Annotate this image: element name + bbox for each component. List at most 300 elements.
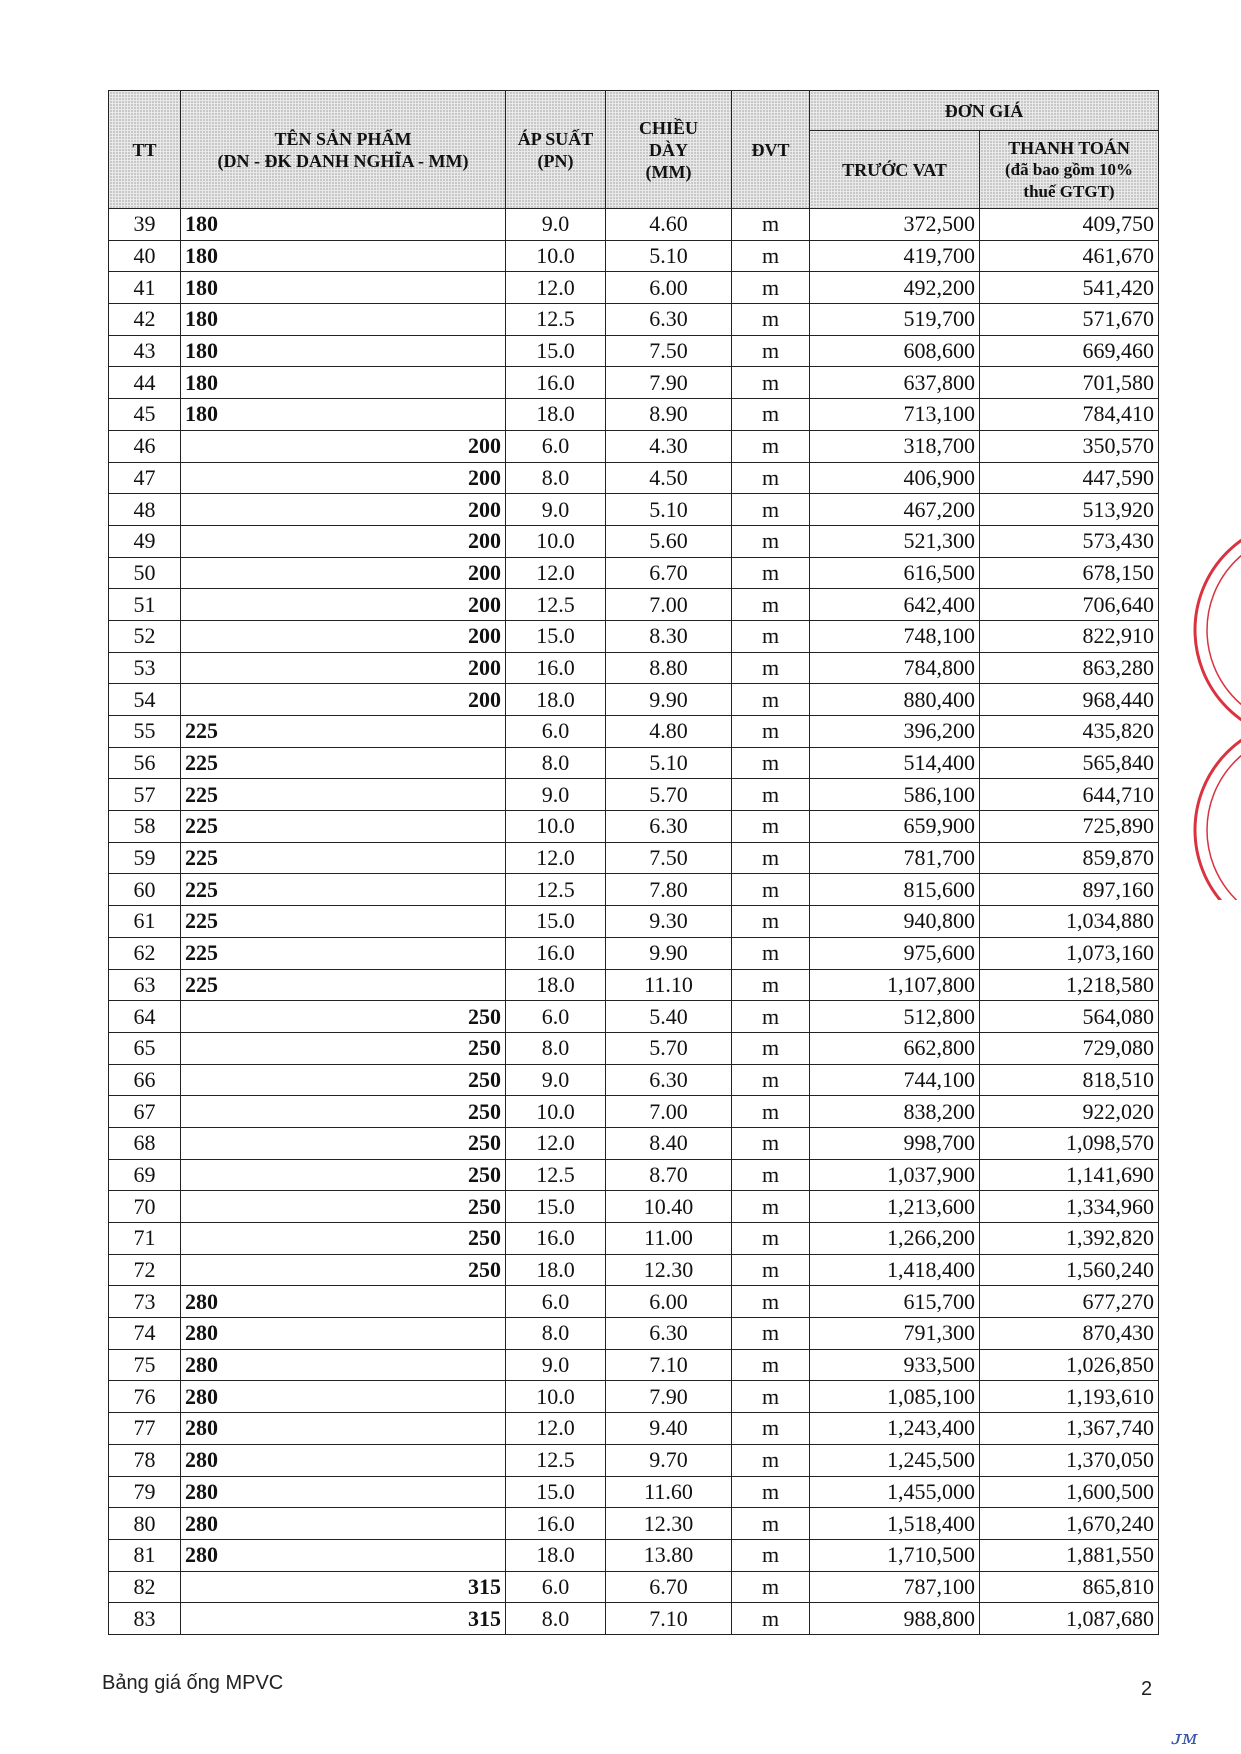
table-row [109,1159,1159,1191]
cell-pressure: 9.0 [506,1064,606,1096]
cell-pressure: 18.0 [506,1254,606,1286]
cell-unit: m [732,684,810,716]
header-payment-line2: (đã bao gồm 10% [1005,159,1133,179]
cell-product-name: 280 [181,1476,506,1508]
cell-price-payment: 678,150 [980,557,1159,589]
cell-pressure: 6.0 [506,1571,606,1603]
cell-pressure: 10.0 [506,240,606,272]
cell-price-payment: 1,087,680 [980,1603,1159,1635]
cell-price-payment: 1,073,160 [980,937,1159,969]
cell-thickness: 7.50 [606,842,732,874]
table-row [109,335,1159,367]
cell-thickness: 7.90 [606,367,732,399]
cell-unit: m [732,335,810,367]
cell-thickness: 5.60 [606,525,732,557]
cell-price-before-vat: 637,800 [810,367,980,399]
cell-tt: 70 [109,1191,181,1223]
cell-price-payment: 564,080 [980,1001,1159,1033]
cell-pressure: 12.5 [506,304,606,336]
footer-document-title: Bảng giá ống MPVC [102,1672,284,1694]
header-pressure-line1: ÁP SUẤT [517,128,594,149]
cell-unit: m [732,1444,810,1476]
cell-tt: 44 [109,367,181,399]
cell-price-before-vat: 512,800 [810,1001,980,1033]
cell-tt: 72 [109,1254,181,1286]
header-payment-line3: thuế GTGT) [1023,181,1115,201]
cell-price-payment: 1,600,500 [980,1476,1159,1508]
cell-product-name: 250 [181,1032,506,1064]
table-row [109,1603,1159,1635]
cell-price-payment: 541,420 [980,272,1159,304]
cell-tt: 52 [109,620,181,652]
cell-product-name: 200 [181,557,506,589]
table-row [109,304,1159,336]
cell-tt: 83 [109,1603,181,1635]
cell-thickness: 9.30 [606,906,732,938]
cell-unit: m [732,462,810,494]
cell-pressure: 8.0 [506,1318,606,1350]
cell-price-before-vat: 519,700 [810,304,980,336]
table-row [109,1223,1159,1255]
cell-tt: 57 [109,779,181,811]
cell-thickness: 7.10 [606,1349,732,1381]
cell-price-before-vat: 940,800 [810,906,980,938]
cell-unit: m [732,1571,810,1603]
header-thickness-line3: (MM) [645,161,692,182]
cell-price-payment: 1,881,550 [980,1539,1159,1571]
cell-thickness: 12.30 [606,1508,732,1540]
cell-price-before-vat: 975,600 [810,937,980,969]
cell-unit: m [732,430,810,462]
cell-thickness: 8.90 [606,399,732,431]
cell-thickness: 9.90 [606,937,732,969]
cell-price-before-vat: 787,100 [810,1571,980,1603]
table-row [109,240,1159,272]
cell-product-name: 200 [181,462,506,494]
cell-unit: m [732,367,810,399]
cell-pressure: 9.0 [506,779,606,811]
cell-product-name: 250 [181,1159,506,1191]
cell-price-before-vat: 784,800 [810,652,980,684]
cell-product-name: 180 [181,367,506,399]
cell-unit: m [732,652,810,684]
cell-price-payment: 1,560,240 [980,1254,1159,1286]
cell-pressure: 12.0 [506,1413,606,1445]
cell-thickness: 4.30 [606,430,732,462]
cell-unit: m [732,525,810,557]
cell-price-before-vat: 1,085,100 [810,1381,980,1413]
cell-tt: 82 [109,1571,181,1603]
cell-product-name: 200 [181,494,506,526]
cell-product-name: 200 [181,684,506,716]
cell-tt: 51 [109,589,181,621]
cell-thickness: 5.10 [606,747,732,779]
cell-unit: m [732,399,810,431]
cell-product-name: 280 [181,1286,506,1318]
cell-unit: m [732,1508,810,1540]
header-payment [980,131,1159,209]
cell-price-before-vat: 1,213,600 [810,1191,980,1223]
cell-tt: 71 [109,1223,181,1255]
cell-thickness: 9.70 [606,1444,732,1476]
cell-thickness: 6.30 [606,304,732,336]
table-row [109,589,1159,621]
cell-pressure: 12.0 [506,557,606,589]
cell-product-name: 200 [181,430,506,462]
cell-tt: 46 [109,430,181,462]
cell-tt: 75 [109,1349,181,1381]
table-row [109,1476,1159,1508]
cell-price-payment: 706,640 [980,589,1159,621]
cell-tt: 54 [109,684,181,716]
cell-unit: m [732,842,810,874]
cell-price-before-vat: 642,400 [810,589,980,621]
cell-price-payment: 729,080 [980,1032,1159,1064]
cell-product-name: 250 [181,1096,506,1128]
cell-pressure: 18.0 [506,399,606,431]
cell-tt: 80 [109,1508,181,1540]
cell-product-name: 315 [181,1603,506,1635]
cell-price-payment: 409,750 [980,209,1159,241]
cell-unit: m [732,494,810,526]
table-row [109,1318,1159,1350]
header-unit: ĐVT [732,91,810,209]
cell-tt: 61 [109,906,181,938]
cell-thickness: 6.30 [606,1318,732,1350]
cell-product-name: 250 [181,1064,506,1096]
table-row [109,1032,1159,1064]
cell-pressure: 15.0 [506,906,606,938]
cell-unit: m [732,1159,810,1191]
cell-tt: 58 [109,811,181,843]
cell-price-payment: 1,670,240 [980,1508,1159,1540]
cell-product-name: 315 [181,1571,506,1603]
cell-pressure: 10.0 [506,811,606,843]
cell-product-name: 250 [181,1223,506,1255]
cell-product-name: 225 [181,811,506,843]
cell-unit: m [732,747,810,779]
header-product-name-line2: (DN - ĐK DANH NGHĨA - MM) [217,150,469,171]
table-row [109,937,1159,969]
cell-unit: m [732,1286,810,1318]
table-row [109,842,1159,874]
cell-price-payment: 922,020 [980,1096,1159,1128]
table-row [109,1349,1159,1381]
cell-price-payment: 1,367,740 [980,1413,1159,1445]
cell-price-payment: 701,580 [980,367,1159,399]
cell-price-payment: 822,910 [980,620,1159,652]
cell-price-payment: 1,218,580 [980,969,1159,1001]
cell-thickness: 6.70 [606,557,732,589]
cell-tt: 76 [109,1381,181,1413]
cell-price-payment: 1,034,880 [980,906,1159,938]
cell-thickness: 8.80 [606,652,732,684]
cell-price-before-vat: 662,800 [810,1032,980,1064]
cell-unit: m [732,874,810,906]
cell-price-before-vat: 744,100 [810,1064,980,1096]
cell-thickness: 7.80 [606,874,732,906]
cell-product-name: 180 [181,335,506,367]
cell-product-name: 280 [181,1349,506,1381]
cell-pressure: 15.0 [506,1476,606,1508]
cell-unit: m [732,1064,810,1096]
cell-price-payment: 565,840 [980,747,1159,779]
table-row [109,747,1159,779]
cell-unit: m [732,1127,810,1159]
cell-price-payment: 669,460 [980,335,1159,367]
cell-pressure: 6.0 [506,716,606,748]
cell-unit: m [732,1381,810,1413]
cell-pressure: 10.0 [506,1096,606,1128]
table-row [109,1381,1159,1413]
cell-tt: 47 [109,462,181,494]
cell-price-payment: 350,570 [980,430,1159,462]
cell-pressure: 18.0 [506,1539,606,1571]
cell-price-before-vat: 1,455,000 [810,1476,980,1508]
cell-price-before-vat: 1,243,400 [810,1413,980,1445]
table-row [109,1413,1159,1445]
cell-price-payment: 863,280 [980,652,1159,684]
company-seal [1180,500,1241,900]
cell-product-name: 200 [181,589,506,621]
cell-unit: m [732,1476,810,1508]
cell-unit: m [732,1254,810,1286]
cell-product-name: 225 [181,842,506,874]
table-row [109,874,1159,906]
cell-price-payment: 1,334,960 [980,1191,1159,1223]
table-row [109,1444,1159,1476]
cell-thickness: 7.50 [606,335,732,367]
cell-pressure: 6.0 [506,1001,606,1033]
table-row [109,716,1159,748]
cell-thickness: 6.30 [606,811,732,843]
cell-unit: m [732,209,810,241]
cell-product-name: 200 [181,652,506,684]
table-row [109,367,1159,399]
cell-tt: 48 [109,494,181,526]
header-payment-line1: THANH TOÁN [1008,137,1130,158]
cell-product-name: 280 [181,1318,506,1350]
cell-unit: m [732,1349,810,1381]
cell-tt: 39 [109,209,181,241]
cell-pressure: 9.0 [506,494,606,526]
cell-price-before-vat: 1,037,900 [810,1159,980,1191]
cell-thickness: 11.10 [606,969,732,1001]
cell-tt: 42 [109,304,181,336]
cell-price-before-vat: 988,800 [810,1603,980,1635]
cell-pressure: 15.0 [506,1191,606,1223]
cell-pressure: 12.5 [506,1159,606,1191]
cell-thickness: 8.30 [606,620,732,652]
cell-unit: m [732,557,810,589]
cell-pressure: 12.0 [506,1127,606,1159]
cell-thickness: 5.10 [606,494,732,526]
cell-tt: 67 [109,1096,181,1128]
header-pressure [506,91,606,209]
cell-thickness: 5.10 [606,240,732,272]
cell-pressure: 16.0 [506,937,606,969]
cell-thickness: 9.40 [606,1413,732,1445]
cell-tt: 62 [109,937,181,969]
table-row [109,399,1159,431]
cell-pressure: 12.0 [506,842,606,874]
table-row [109,1191,1159,1223]
cell-product-name: 280 [181,1444,506,1476]
cell-thickness: 6.30 [606,1064,732,1096]
cell-thickness: 8.40 [606,1127,732,1159]
cell-tt: 65 [109,1032,181,1064]
cell-price-before-vat: 781,700 [810,842,980,874]
cell-price-payment: 447,590 [980,462,1159,494]
cell-unit: m [732,1032,810,1064]
table-body [109,209,1159,1635]
cell-price-before-vat: 1,518,400 [810,1508,980,1540]
cell-tt: 50 [109,557,181,589]
cell-price-payment: 571,670 [980,304,1159,336]
cell-tt: 60 [109,874,181,906]
cell-tt: 81 [109,1539,181,1571]
cell-tt: 79 [109,1476,181,1508]
cell-unit: m [732,1603,810,1635]
cell-thickness: 11.00 [606,1223,732,1255]
cell-price-before-vat: 815,600 [810,874,980,906]
cell-pressure: 16.0 [506,1223,606,1255]
cell-price-before-vat: 419,700 [810,240,980,272]
cell-unit: m [732,779,810,811]
cell-price-before-vat: 372,500 [810,209,980,241]
price-table [108,90,1159,1635]
cell-thickness: 5.70 [606,779,732,811]
cell-tt: 74 [109,1318,181,1350]
cell-price-payment: 897,160 [980,874,1159,906]
cell-price-payment: 1,098,570 [980,1127,1159,1159]
cell-pressure: 15.0 [506,620,606,652]
cell-product-name: 250 [181,1254,506,1286]
cell-price-before-vat: 521,300 [810,525,980,557]
cell-thickness: 13.80 [606,1539,732,1571]
table-row [109,462,1159,494]
cell-tt: 55 [109,716,181,748]
cell-price-before-vat: 467,200 [810,494,980,526]
cell-product-name: 225 [181,874,506,906]
cell-price-payment: 513,920 [980,494,1159,526]
cell-pressure: 16.0 [506,367,606,399]
cell-price-before-vat: 586,100 [810,779,980,811]
cell-product-name: 225 [181,937,506,969]
cell-price-before-vat: 933,500 [810,1349,980,1381]
cell-pressure: 12.5 [506,1444,606,1476]
table-row [109,1127,1159,1159]
cell-price-payment: 859,870 [980,842,1159,874]
cell-pressure: 16.0 [506,1508,606,1540]
cell-pressure: 6.0 [506,1286,606,1318]
cell-thickness: 7.00 [606,1096,732,1128]
table-row [109,494,1159,526]
cell-unit: m [732,304,810,336]
header-thickness-line2: DÀY [649,139,688,160]
cell-thickness: 7.00 [606,589,732,621]
header-before-vat: TRƯỚC VAT [810,131,980,209]
cell-product-name: 200 [181,620,506,652]
cell-price-before-vat: 616,500 [810,557,980,589]
cell-tt: 40 [109,240,181,272]
cell-price-payment: 1,026,850 [980,1349,1159,1381]
table-row [109,811,1159,843]
cell-product-name: 225 [181,716,506,748]
table-row [109,209,1159,241]
cell-product-name: 280 [181,1381,506,1413]
table-row [109,1064,1159,1096]
cell-pressure: 18.0 [506,969,606,1001]
table-row [109,906,1159,938]
cell-price-payment: 870,430 [980,1318,1159,1350]
cell-price-payment: 725,890 [980,811,1159,843]
cell-price-before-vat: 748,100 [810,620,980,652]
header-thickness [606,91,732,209]
cell-pressure: 8.0 [506,747,606,779]
cell-product-name: 180 [181,240,506,272]
cell-unit: m [732,1001,810,1033]
table-row [109,272,1159,304]
cell-pressure: 9.0 [506,1349,606,1381]
cell-tt: 73 [109,1286,181,1318]
cell-price-before-vat: 615,700 [810,1286,980,1318]
cell-product-name: 250 [181,1191,506,1223]
cell-pressure: 8.0 [506,1603,606,1635]
cell-price-before-vat: 1,418,400 [810,1254,980,1286]
cell-price-before-vat: 880,400 [810,684,980,716]
cell-product-name: 225 [181,747,506,779]
cell-product-name: 225 [181,906,506,938]
table-row [109,1508,1159,1540]
cell-tt: 56 [109,747,181,779]
cell-unit: m [732,1413,810,1445]
cell-price-before-vat: 791,300 [810,1318,980,1350]
table-row [109,620,1159,652]
cell-unit: m [732,811,810,843]
header-unit-price: ĐƠN GIÁ [810,91,1159,131]
cell-pressure: 10.0 [506,525,606,557]
cell-pressure: 8.0 [506,462,606,494]
cell-pressure: 12.5 [506,589,606,621]
cell-product-name: 180 [181,272,506,304]
cell-pressure: 8.0 [506,1032,606,1064]
cell-pressure: 10.0 [506,1381,606,1413]
cell-thickness: 6.70 [606,1571,732,1603]
cell-pressure: 12.0 [506,272,606,304]
cell-price-before-vat: 659,900 [810,811,980,843]
table-row [109,1001,1159,1033]
cell-price-payment: 1,193,610 [980,1381,1159,1413]
cell-product-name: 180 [181,304,506,336]
cell-product-name: 200 [181,525,506,557]
cell-product-name: 250 [181,1127,506,1159]
cell-tt: 41 [109,272,181,304]
cell-unit: m [732,1539,810,1571]
cell-unit: m [732,937,810,969]
cell-price-payment: 818,510 [980,1064,1159,1096]
table-row [109,430,1159,462]
cell-thickness: 4.50 [606,462,732,494]
cell-product-name: 180 [181,209,506,241]
cell-product-name: 280 [181,1539,506,1571]
cell-unit: m [732,272,810,304]
cell-unit: m [732,1191,810,1223]
cell-price-before-vat: 838,200 [810,1096,980,1128]
header-product-name-line1: TÊN SẢN PHẨM [274,128,412,149]
cell-price-before-vat: 396,200 [810,716,980,748]
cell-thickness: 9.90 [606,684,732,716]
